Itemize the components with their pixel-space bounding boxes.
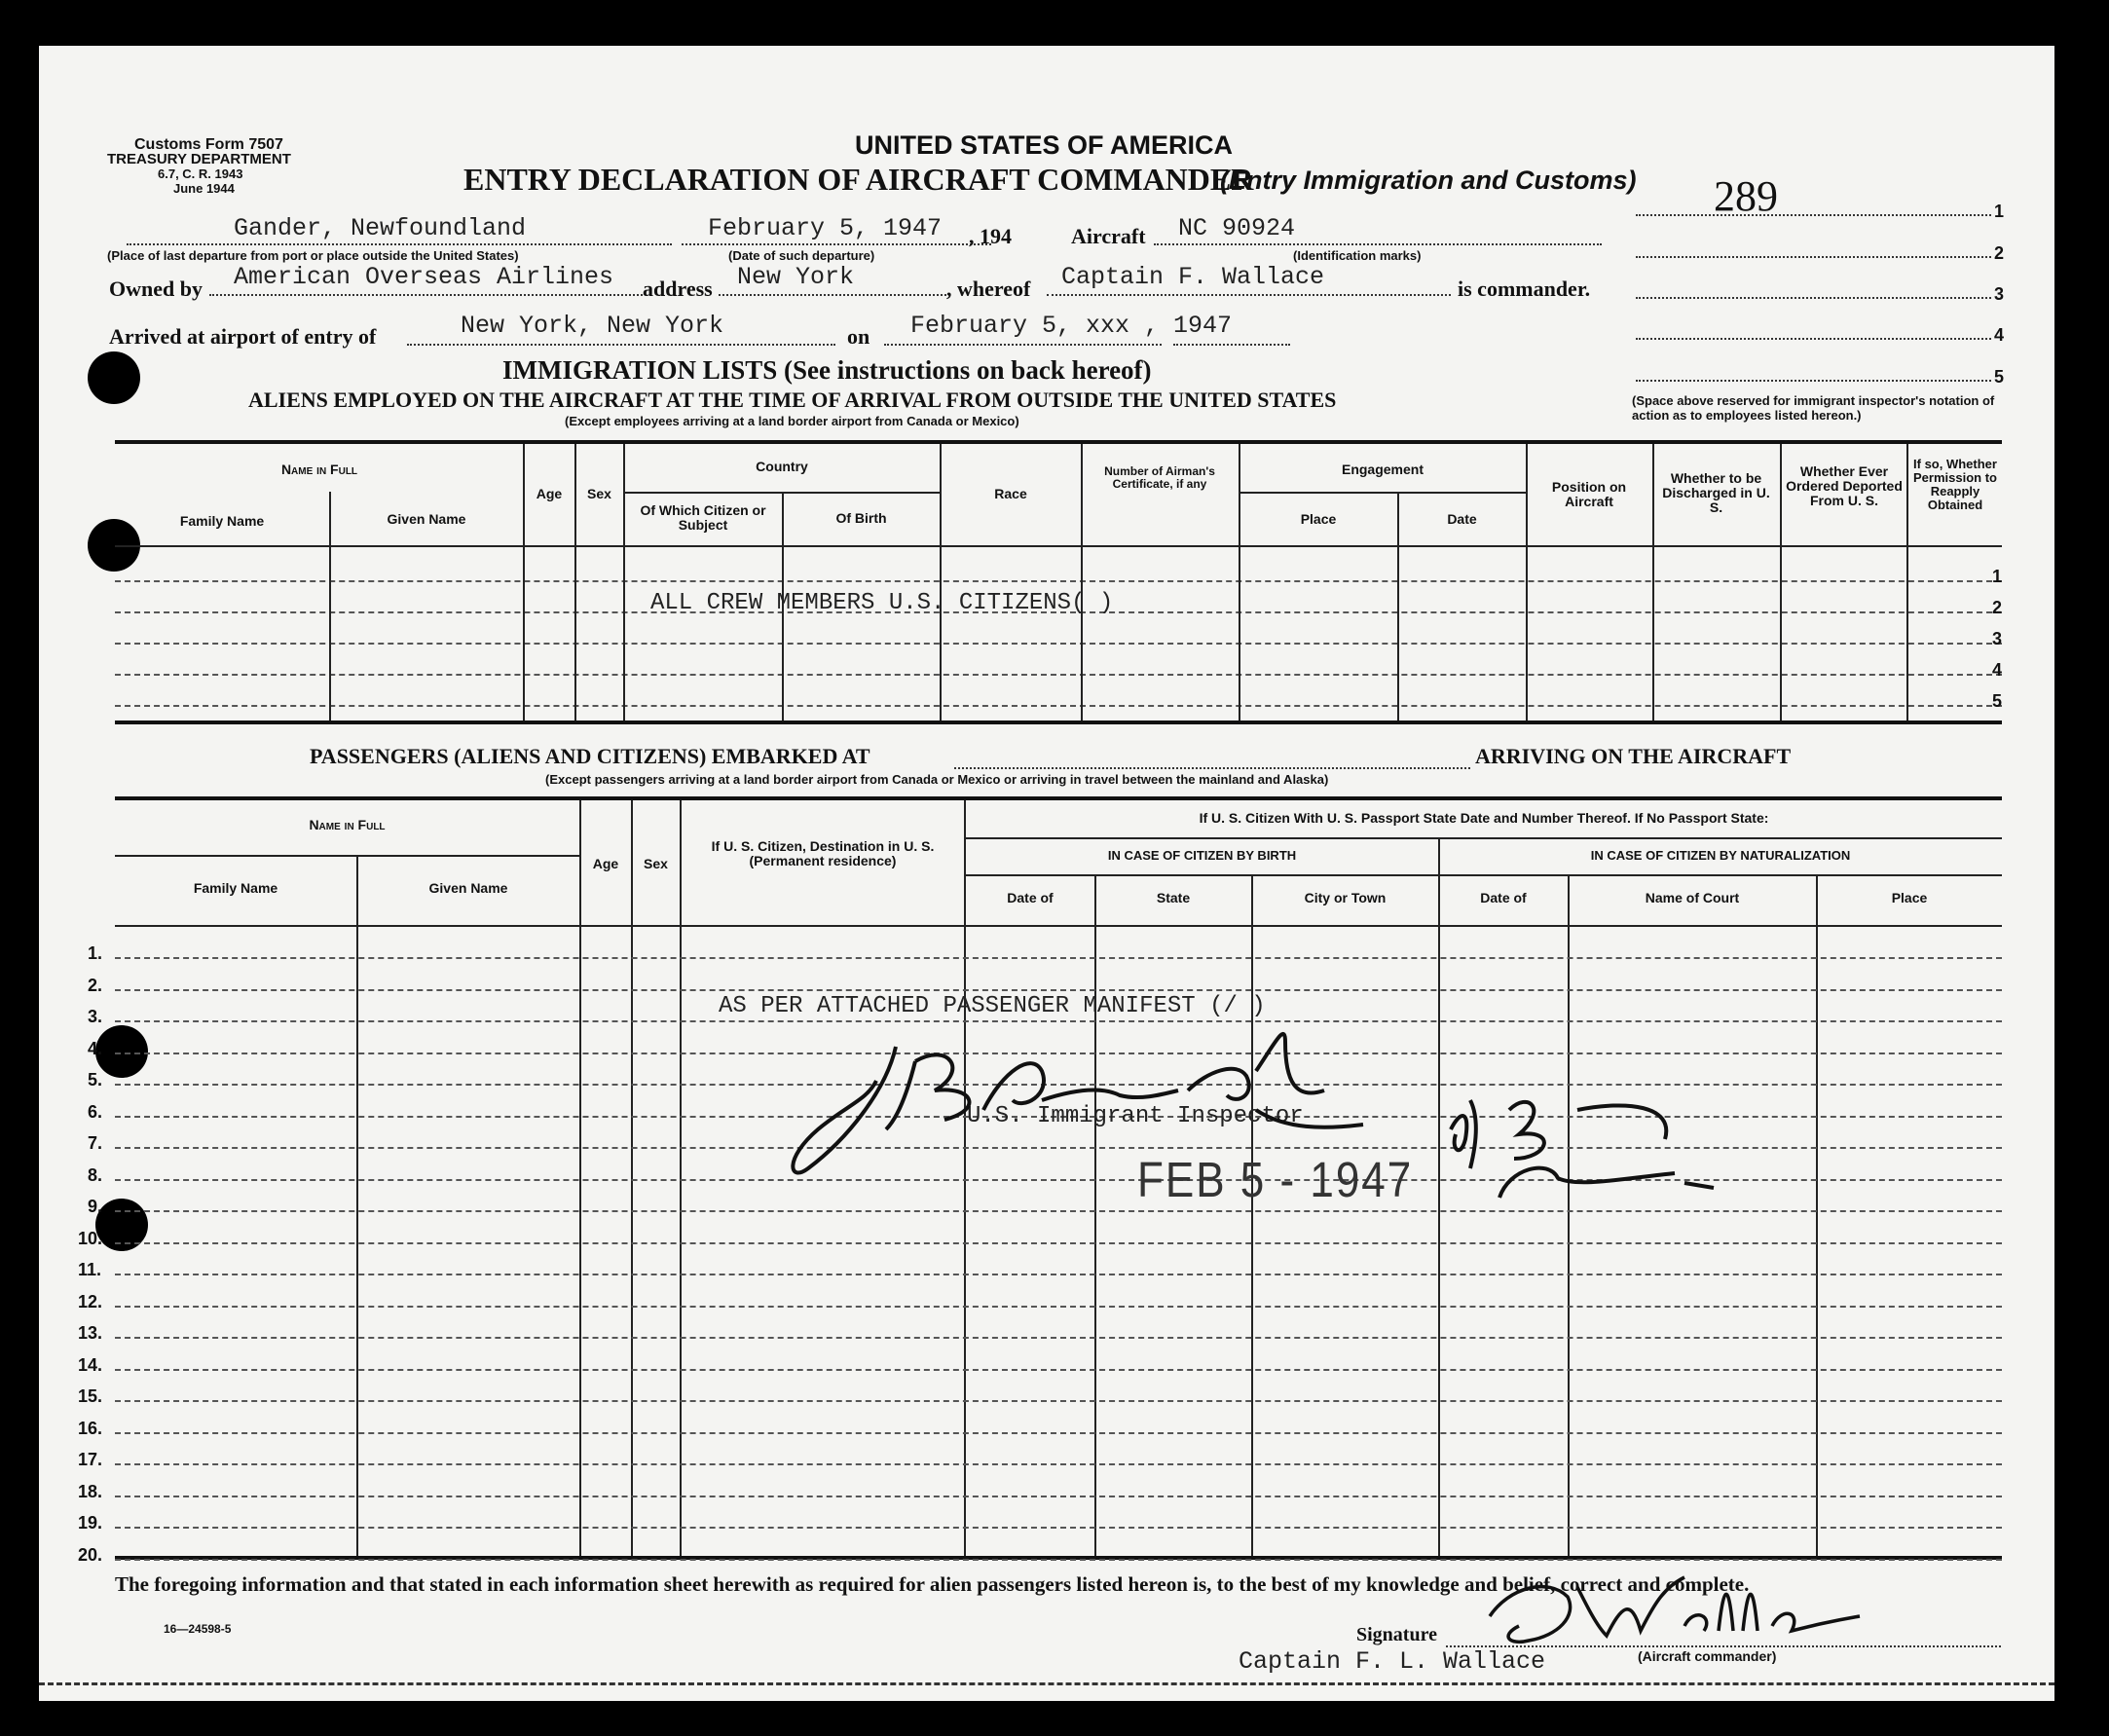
pax-col-destination: If U. S. Citizen, Destination in U. S. (Permanent residence) [711,838,935,868]
passenger-row-number: 8. [88,1164,103,1185]
passenger-row-number: 9. [88,1197,103,1216]
reserved-row-number: 1 [1994,202,2005,221]
passenger-row-number: 1. [88,943,103,963]
passenger-row-line [115,1242,2002,1244]
reserved-row-number: 5 [1994,367,2005,387]
imm-col-discharged: Whether to be Discharged in U. S. [1662,470,1770,515]
passenger-row-line [115,1369,2002,1371]
imm-col-family-name: Family Name [179,513,265,529]
passenger-row-number: 3. [88,1007,103,1026]
punch-hole [88,351,140,404]
pax-col-date-of-2: Date of [1480,890,1527,905]
passengers-note: (Except passengers arriving at a land border airport from Canada or Mexico or arriving in travel between the mainland and Alaska) [545,772,1329,787]
imm-col-deported: Whether Ever Ordered Deported From U. S. [1786,463,1903,508]
reserved-note: (Space above reserved for immigrant inspector's notation of action as to employees listed hereon.) [1632,393,1995,423]
passenger-row-number: 5. [88,1070,103,1090]
pax-col-age: Age [592,856,619,871]
form-regulation: 6.7, C. R. 1943 [158,166,243,181]
passenger-row-number: 4. [88,1038,103,1058]
arrival-year: , 1947 [1144,312,1233,340]
commander-signature [1451,1548,1869,1655]
year-prefix: , 194 [969,224,1012,248]
passenger-row-number: 7. [88,1133,103,1153]
on-label: on [847,324,870,349]
footer-statement: The foregoing information and that stated in each information sheet herewith as required for alien passengers listed hereon is, to the best of my knowledge and belief, correct and complete. [115,1572,1750,1596]
form-number: Customs Form 7507 [134,136,283,153]
aircraft-caption: (Identification marks) [1293,248,1422,263]
signature-label: Signature [1356,1624,1437,1645]
pax-col-by-birth: IN CASE OF CITIZEN BY BIRTH [1107,848,1297,863]
pax-col-given-name: Given Name [428,880,508,896]
passenger-row-line [115,1210,2002,1212]
passengers-heading: PASSENGERS (ALIENS AND CITIZENS) EMBARKED AT [310,744,870,768]
imm-col-airman-cert: Number of Airman's Certificate, if any [1104,464,1215,491]
owner-name: American Overseas Airlines [234,263,614,291]
immigration-heading: IMMIGRATION LISTS (See instructions on back hereof) [502,355,1152,385]
passenger-row-number: 13. [78,1323,103,1343]
form-code: 16—24598-5 [164,1622,232,1636]
whereof-label: , whereof [946,277,1031,301]
commander-name: Captain F. Wallace [1061,263,1325,291]
reserved-row-number: 4 [1994,325,2005,345]
pax-col-name-in-full: Name in Full [309,817,386,832]
imm-row-number: 1 [1992,567,2003,586]
signature-caption: (Aircraft commander) [1638,1648,1777,1664]
passenger-row-number: 11. [78,1260,102,1279]
pax-col-place: Place [1891,890,1928,905]
reserved-row-number: 3 [1994,284,2005,304]
imm-col-given-name: Given Name [387,511,466,527]
passenger-row-number: 16. [78,1418,103,1438]
imm-col-country: Country [756,459,808,474]
pax-col-court: Name of Court [1645,890,1740,905]
crew-entry: ALL CREW MEMBERS U.S. CITIZENS( ) [650,590,1114,616]
passenger-row-line [115,1274,2002,1275]
pax-col-passport: If U. S. Citizen With U. S. Passport State Date and Number Thereof. If No Passport State: [1199,810,1769,826]
passenger-row-line [115,1463,2002,1465]
pax-col-by-naturalization: IN CASE OF CITIZEN BY NATURALIZATION [1590,848,1851,863]
passenger-row-number: 2. [88,975,103,995]
passenger-entry: AS PER ATTACHED PASSENGER MANIFEST (/ ) [719,993,1266,1019]
pax-col-family-name: Family Name [193,880,278,896]
immigration-note: (Except employees arriving at a land border airport from Canada or Mexico) [565,414,1019,428]
pax-col-state: State [1156,890,1191,905]
owned-by-label: Owned by [109,277,203,301]
pax-col-city: City or Town [1304,890,1387,905]
passenger-row-line [115,1306,2002,1308]
imm-col-place: Place [1300,511,1337,527]
passenger-row-line [115,1496,2002,1497]
passenger-row-line [115,1400,2002,1402]
imm-col-sex: Sex [587,486,611,501]
imm-col-name-in-full: Name in Full [280,462,358,477]
imm-col-engagement: Engagement [1341,462,1424,477]
departure-date-caption: (Date of such departure) [728,248,875,263]
commander-suffix: is commander. [1458,277,1591,301]
imm-row-number: 4 [1992,660,2003,680]
imm-col-citizen: Of Which Citizen or Subject [640,502,766,533]
imm-row-number: 3 [1992,629,2003,648]
signer-name: Captain F. L. Wallace [1239,1647,1546,1676]
passenger-row-number: 19. [78,1513,103,1533]
page-title: ENTRY DECLARATION OF AIRCRAFT COMMANDER [463,162,1254,197]
departure-date: February 5, 1947 [708,214,943,242]
passenger-row-number: 14. [78,1354,103,1375]
form-date: June 1944 [173,181,235,196]
address-label: address [643,277,713,301]
passenger-row-number: 15. [78,1386,103,1406]
immigration-subheading: ALIENS EMPLOYED ON THE AIRCRAFT AT THE TIME OF ARRIVAL FROM OUTSIDE THE UNITED STATES [248,388,1337,412]
inspector-initials [1431,1081,1762,1207]
passenger-row-number: 20. [78,1544,103,1565]
page-subtitle: (Entry Immigration and Customs) [1220,166,1637,195]
inspector-signature [779,1003,1480,1198]
imm-col-race: Race [994,486,1027,501]
inspection-date-stamp: FEB 5 - 1947 [1137,1153,1414,1208]
passenger-row-line [115,989,2002,991]
inspector-stamp-title: U.S. Immigrant Inspector [967,1103,1304,1129]
arrival-place: New York, New York [461,312,724,340]
passenger-row-number: 12. [78,1291,103,1311]
passenger-row-line [115,1432,2002,1434]
departure-place-caption: (Place of last departure from port or place outside the United States) [107,248,519,263]
passenger-row-line [115,1527,2002,1529]
aircraft-label: Aircraft [1071,224,1146,248]
passenger-row-number: 6. [88,1101,103,1122]
passenger-row-number: 17. [78,1450,103,1469]
reserved-row-number: 2 [1994,243,2005,263]
pax-col-sex: Sex [644,856,668,871]
aircraft-marks: NC 90924 [1178,214,1296,242]
pax-col-date-of: Date of [1007,890,1054,905]
arrived-label: Arrived at airport of entry of [109,324,377,349]
imm-col-birth: Of Birth [835,510,887,526]
passenger-row-line [115,1337,2002,1339]
imm-row-number: 5 [1992,691,2003,711]
imm-col-position: Position on Aircraft [1551,479,1627,509]
passenger-row-line [115,957,2002,959]
passenger-row-number: 10. [78,1228,103,1248]
owner-address: New York [737,263,855,291]
imm-col-permission: If so, Whether Permission to Reapply Obtained [1913,457,1997,512]
document-number: 289 [1714,172,1778,220]
arrival-date: February 5, xxx [910,312,1130,340]
passengers-heading-right: ARRIVING ON THE AIRCRAFT [1475,744,1792,768]
country-heading: UNITED STATES OF AMERICA [855,130,1233,160]
imm-col-date: Date [1447,511,1477,527]
imm-row-number: 2 [1992,598,2003,617]
imm-col-age: Age [536,486,563,501]
departure-place: Gander, Newfoundland [234,214,527,242]
form-department: TREASURY DEPARTMENT [107,151,291,167]
passenger-row-number: 18. [78,1481,103,1501]
